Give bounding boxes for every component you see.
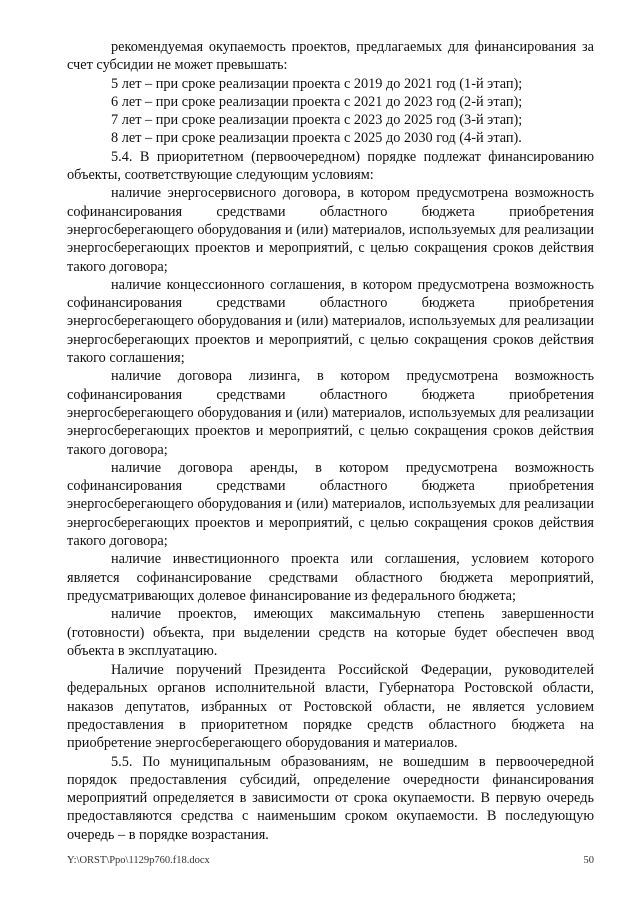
paragraph-project-completeness: наличие проектов, имеющих максимальную степень завершенности (готовности) объекта, при выделении средств на которые будет обеспечен ввод объекта в эксплуатацию. bbox=[67, 606, 594, 659]
paragraph-stage-3: 7 лет – при сроке реализации проекта с 2023 до 2025 год (3-й этап); bbox=[111, 112, 523, 129]
paragraph-stage-1: 5 лет – при сроке реализации проекта с 2019 до 2021 год (1-й этап); bbox=[111, 75, 523, 92]
page-number: 50 bbox=[583, 855, 594, 866]
paragraph-instructions-not-condition: Наличие поручений Президента Российской Федерации, руководителей федеральных органов исполнительной власти, Губернатора Ростовской области, наказов депутатов, избранных от Ростовской области, не является условием предоставления в приоритетном порядке средств областного бюджета на приобретение энергосберегающего оборудования и материалов. bbox=[67, 662, 594, 752]
paragraph-investment-project: наличие инвестиционного проекта или соглашения, условием которого является софинансирование средствами областного бюджета мероприятий, предусматривающих долевое финансирование из федерального бюджета; bbox=[67, 551, 594, 604]
paragraph-section-5-5: 5.5. По муниципальным образованиям, не вошедшим в первоочередной порядок предоставления субсидий, определение очередности финансирования мероприятий определяется в зависимости от срока окупаемости. В первую очередь предоставляются средства с наименьшим сроком окупаемости. В последующую очередь – в порядке возрастания. bbox=[67, 753, 594, 843]
paragraph-stage-2: 6 лет – при сроке реализации проекта с 2021 до 2023 год (2-й этап); bbox=[111, 93, 523, 110]
paragraph-leasing-contract: наличие договора лизинга, в котором предусмотрена возможность софинансирования средствами областного бюджета приобретения энергосберегающего оборудования и (или) материалов, используемых для реализации энергосберегающих проектов и мероприятий, с целью сокращения сроков действия такого договора; bbox=[67, 368, 594, 458]
paragraph-payback-limit: рекомендуемая окупаемость проектов, предлагаемых для финансирования за счет субсидии не может превышать: bbox=[67, 39, 594, 74]
footer-file-path: Y:\ORST\Ppo\1129p760.f18.docx bbox=[67, 855, 210, 866]
paragraph-stage-4: 8 лет – при сроке реализации проекта с 2025 до 2030 год (4-й этап). bbox=[111, 130, 522, 147]
paragraph-lease-contract: наличие договора аренды, в котором предусмотрена возможность софинансирования средствами областного бюджета приобретения энергосберегающего оборудования и (или) материалов, используемых для реализации энергосберегающих проектов и мероприятий, с целью сокращения сроков действия такого договора; bbox=[67, 459, 594, 550]
paragraph-section-5-4: 5.4. В приоритетном (первоочередном) порядке подлежат финансированию объекты, соответствующие следующим условиям: bbox=[67, 148, 594, 184]
paragraph-energy-service-contract: наличие энергосервисного договора, в котором предусмотрена возможность софинансирования средствами областного бюджета приобретения энергосберегающего оборудования и (или) материалов, используемых для реализации энергосберегающих проектов и мероприятий, с целью сокращения сроков действия такого договора; bbox=[67, 185, 594, 275]
document-body bbox=[67, 38, 594, 844]
paragraph-concession-agreement: наличие концессионного соглашения, в котором предусмотрена возможность софинансирования средствами областного бюджета приобретения энергосберегающего оборудования и (или) материалов, используемых для реализации энергосберегающих проектов и мероприятий, с целью сокращения сроков действия такого соглашения; bbox=[67, 276, 594, 367]
